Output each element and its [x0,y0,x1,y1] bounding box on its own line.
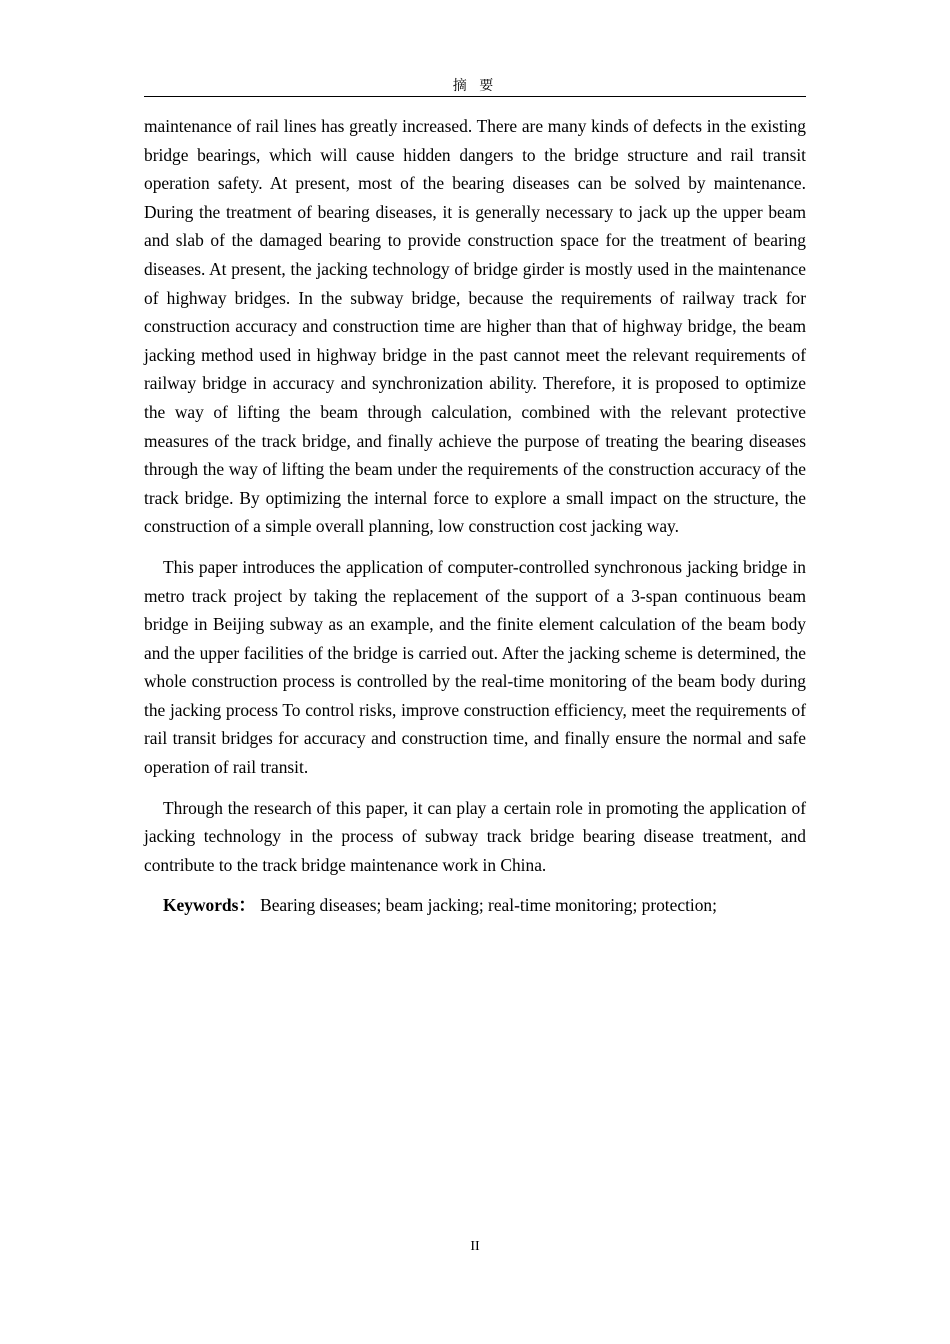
page-number: II [470,1239,480,1254]
keywords-text: Bearing diseases; beam jacking; real-time monitoring; protection; [260,895,717,916]
keywords-line [144,891,806,920]
abstract-body [144,112,806,932]
abstract-paragraph-2: This paper introduces the application of computer-controlled synchronous jacking bridge in metro track project by taking the replacement of the support of a 3-span continuous beam bridge in Beijing subway as an example, and the finite element calculation of the beam body and the upper facilities of the bridge is carried out. After the jacking scheme is determined, the whole construction process is controlled by the real-time monitoring of the beam body during the jacking process To control risks, improve construction efficiency, meet the requirements of rail transit bridges for accuracy and construction time, and finally ensure the normal and safe operation of rail transit. [144,556,806,778]
header-title: 摘 要 [452,78,498,94]
page-header [144,76,806,97]
abstract-paragraph-3: Through the research of this paper, it can play a certain role in promoting the application of jacking technology in the process of subway track bridge bearing disease treatment, and contribute to the track bridge maintenance work in China. [144,797,806,875]
keywords-label: Keywords： [163,895,256,916]
abstract-paragraph-1: maintenance of rail lines has greatly increased. There are many kinds of defects in the existing bridge bearings, which will cause hidden dangers to the bridge structure and rail transit operation safety. At present, most of the bearing diseases can be solved by maintenance. During the treatment of bearing diseases, it is generally necessary to jack up the upper beam and slab of the damaged bearing to provide construction space for the treatment of bearing diseases. At present, the jacking technology of bridge girder is mostly used in the maintenance of highway bridges. In the subway bridge, because the requirements of railway track for construction accuracy and construction time are higher than that of highway bridge, the beam jacking method used in highway bridge in the past cannot meet the relevant requirements of railway bridge in accuracy and synchronization ability. Therefore, it is proposed to optimize the way of lifting the beam through calculation, combined with the relevant protective measures of the track bridge, and finally achieve the purpose of treating the bearing diseases through the way of lifting the beam under the requirements of the construction accuracy of the track bridge. By optimizing the internal force to explore a small impact on the structure, the construction of a simple overall planning, low construction cost jacking way. [144,116,806,537]
